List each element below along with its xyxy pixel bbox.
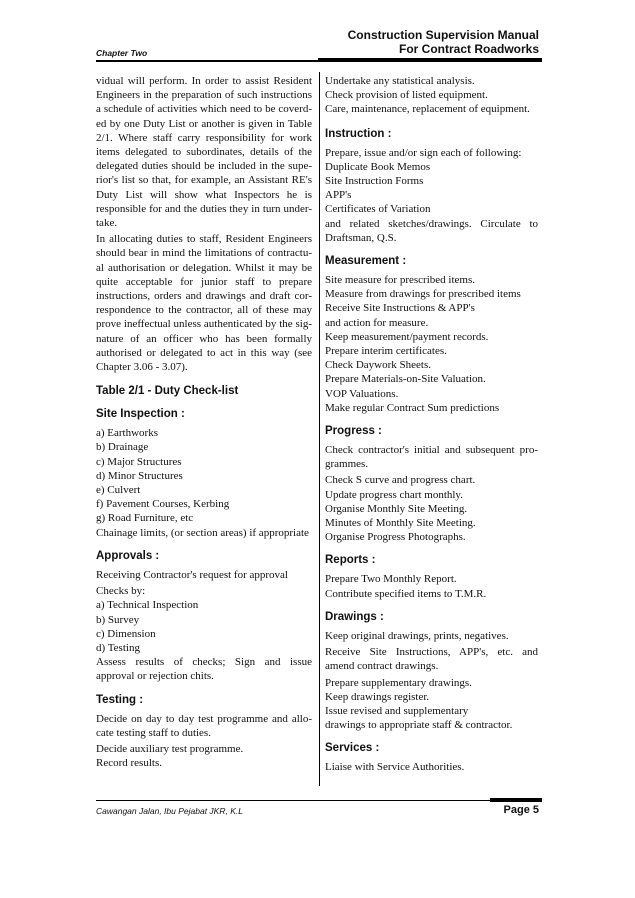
list-item: Update progress chart monthly. bbox=[325, 488, 463, 501]
list-item: Measure from drawings for prescribed items bbox=[325, 288, 521, 301]
list-item: Prepare interim certificates. bbox=[325, 345, 447, 358]
approvals-list bbox=[96, 568, 312, 684]
list-item: Minutes of Monthly Site Meeting. bbox=[325, 517, 476, 530]
site-inspection-heading: Site Inspection : bbox=[96, 408, 185, 421]
services-list bbox=[325, 760, 538, 774]
list-item: Checks by: bbox=[96, 585, 146, 598]
list-item: d) Minor Structures bbox=[96, 469, 183, 482]
list-item: Receiving Contractor's request for approval bbox=[96, 568, 288, 581]
list-item: c) Major Structures bbox=[96, 455, 182, 468]
table-title: Table 2/1 - Duty Check-list bbox=[96, 385, 239, 398]
list-item: Site Instruction Forms bbox=[325, 175, 424, 188]
instruction-heading: Instruction : bbox=[325, 127, 392, 140]
column-divider bbox=[319, 72, 320, 786]
list-item: Site measure for prescribed items. bbox=[325, 274, 475, 287]
list-item: g) Road Furniture, etc bbox=[96, 512, 194, 525]
progress-heading: Progress : bbox=[325, 425, 382, 438]
list-item: VOP Valuations. bbox=[325, 387, 399, 400]
list-item: e) Culvert bbox=[96, 484, 141, 497]
measurement-heading: Measurement : bbox=[325, 255, 407, 268]
list-item: Certificates of Variation bbox=[325, 203, 431, 216]
list-item: Chainage limits, (or section areas) if appropriate bbox=[96, 526, 309, 539]
page-number: Page 5 bbox=[503, 804, 539, 816]
list-item: c) Dimension bbox=[96, 627, 156, 640]
list-item: Prepare supplementary drawings. bbox=[325, 676, 472, 689]
right-column bbox=[325, 74, 538, 775]
body-paragraph-1: vidual will perform. In order to assist Resident Engineers in the preparation of such instructions a schedule of activities which need to be coverd-ed by one Duty List or another is given in Table 2/1. Where staff carry responsibility for work items delegated to subordinates, details of the delegated duties should be included in the supe-rior's list so that, for example, an Assistant RE's Duty List will show what Inspectors he is responsible for and the duties they in turn under-take. bbox=[96, 75, 312, 230]
chapter-label: Chapter Two bbox=[96, 48, 148, 58]
list-item: Receive Site Instructions, APP's, etc. and amend contract drawings. bbox=[325, 646, 538, 673]
instruction-list bbox=[325, 146, 538, 245]
manual-title bbox=[348, 28, 539, 56]
list-item: APP's bbox=[325, 189, 352, 202]
list-item: Check provision of listed equipment. bbox=[325, 89, 488, 102]
drawings-heading: Drawings : bbox=[325, 610, 384, 623]
progress-list bbox=[325, 443, 538, 544]
list-item: Contribute specified items to T.M.R. bbox=[325, 587, 487, 600]
services-heading: Services : bbox=[325, 742, 380, 755]
list-item: and action for measure. bbox=[325, 316, 429, 329]
body-paragraph-2: In allocating duties to staff, Resident Engineers should bear in mind the limitations of contractu-al authorisation or delegation. Whilst it may be quite acceptable for junior staff to prepare instructions, orders and drawings and draft cor-respondence to the contractor, all of these may prove ineffectual unless authenticated by the sig-nature of an officer who has been formally authorised or delegated to act in this way (see Chapter 3.06 - 3.07). bbox=[96, 233, 312, 374]
reports-list bbox=[325, 572, 538, 600]
list-item: Assess results of checks; Sign and issue approval or rejection chits. bbox=[96, 656, 312, 683]
list-item: Prepare Two Monthly Report. bbox=[325, 573, 457, 586]
equipment-list bbox=[325, 74, 538, 117]
list-item: Care, maintenance, replacement of equipment. bbox=[325, 103, 530, 116]
list-item: d) Testing bbox=[96, 641, 140, 654]
list-item: Record results. bbox=[96, 757, 162, 770]
list-item: Check Daywork Sheets. bbox=[325, 359, 432, 372]
testing-heading: Testing : bbox=[96, 693, 144, 706]
list-item: Prepare Materials-on-Site Valuation. bbox=[325, 373, 486, 386]
drawings-list bbox=[325, 629, 538, 732]
list-item: Keep drawings register. bbox=[325, 690, 430, 703]
list-item: and related sketches/drawings. Circulate to Draftsman, Q.S. bbox=[325, 217, 538, 244]
footer-rule-thick bbox=[490, 798, 542, 802]
list-item: Duplicate Book Memos bbox=[325, 160, 431, 173]
list-item: Keep measurement/payment records. bbox=[325, 330, 489, 343]
manual-title-line2: For Contract Roadworks bbox=[398, 42, 539, 56]
header-rule-thick bbox=[318, 58, 542, 62]
reports-heading: Reports : bbox=[325, 554, 376, 567]
list-item: f) Pavement Courses, Kerbing bbox=[96, 498, 230, 511]
list-item: Decide auxiliary test programme. bbox=[96, 742, 244, 755]
list-item: Check S curve and progress chart. bbox=[325, 474, 476, 487]
list-item: a) Technical Inspection bbox=[96, 599, 199, 612]
list-item: Organise Progress Photographs. bbox=[325, 531, 466, 544]
site-inspection-list bbox=[96, 426, 312, 540]
list-item: Keep original drawings, prints, negatives. bbox=[325, 629, 509, 642]
list-item: Prepare, issue and/or sign each of following: bbox=[325, 146, 522, 159]
list-item: Make regular Contract Sum predictions bbox=[325, 401, 500, 414]
manual-title-line1: Construction Supervision Manual bbox=[347, 28, 539, 42]
footer-source: Cawangan Jalan, Ibu Pejabat JKR, K.L bbox=[96, 806, 243, 816]
list-item: Receive Site Instructions & APP's bbox=[325, 302, 475, 315]
left-column bbox=[96, 74, 312, 770]
list-item: Decide on day to day test programme and allo-cate testing staff to duties. bbox=[96, 712, 312, 739]
list-item: b) Survey bbox=[96, 613, 140, 626]
testing-list bbox=[96, 712, 312, 771]
list-item: Organise Monthly Site Meeting. bbox=[325, 502, 468, 515]
footer-rule bbox=[96, 800, 542, 801]
list-item: Liaise with Service Authorities. bbox=[325, 761, 465, 774]
list-item: a) Earthworks bbox=[96, 427, 159, 440]
approvals-heading: Approvals : bbox=[96, 549, 160, 562]
list-item: b) Drainage bbox=[96, 441, 149, 454]
list-item: Issue revised and supplementary bbox=[325, 704, 469, 717]
measurement-list bbox=[325, 273, 538, 415]
list-item: drawings to appropriate staff & contractor. bbox=[325, 719, 513, 732]
list-item: Undertake any statistical analysis. bbox=[325, 75, 475, 87]
list-item: Check contractor's initial and subsequent pro-grammes. bbox=[325, 444, 538, 471]
